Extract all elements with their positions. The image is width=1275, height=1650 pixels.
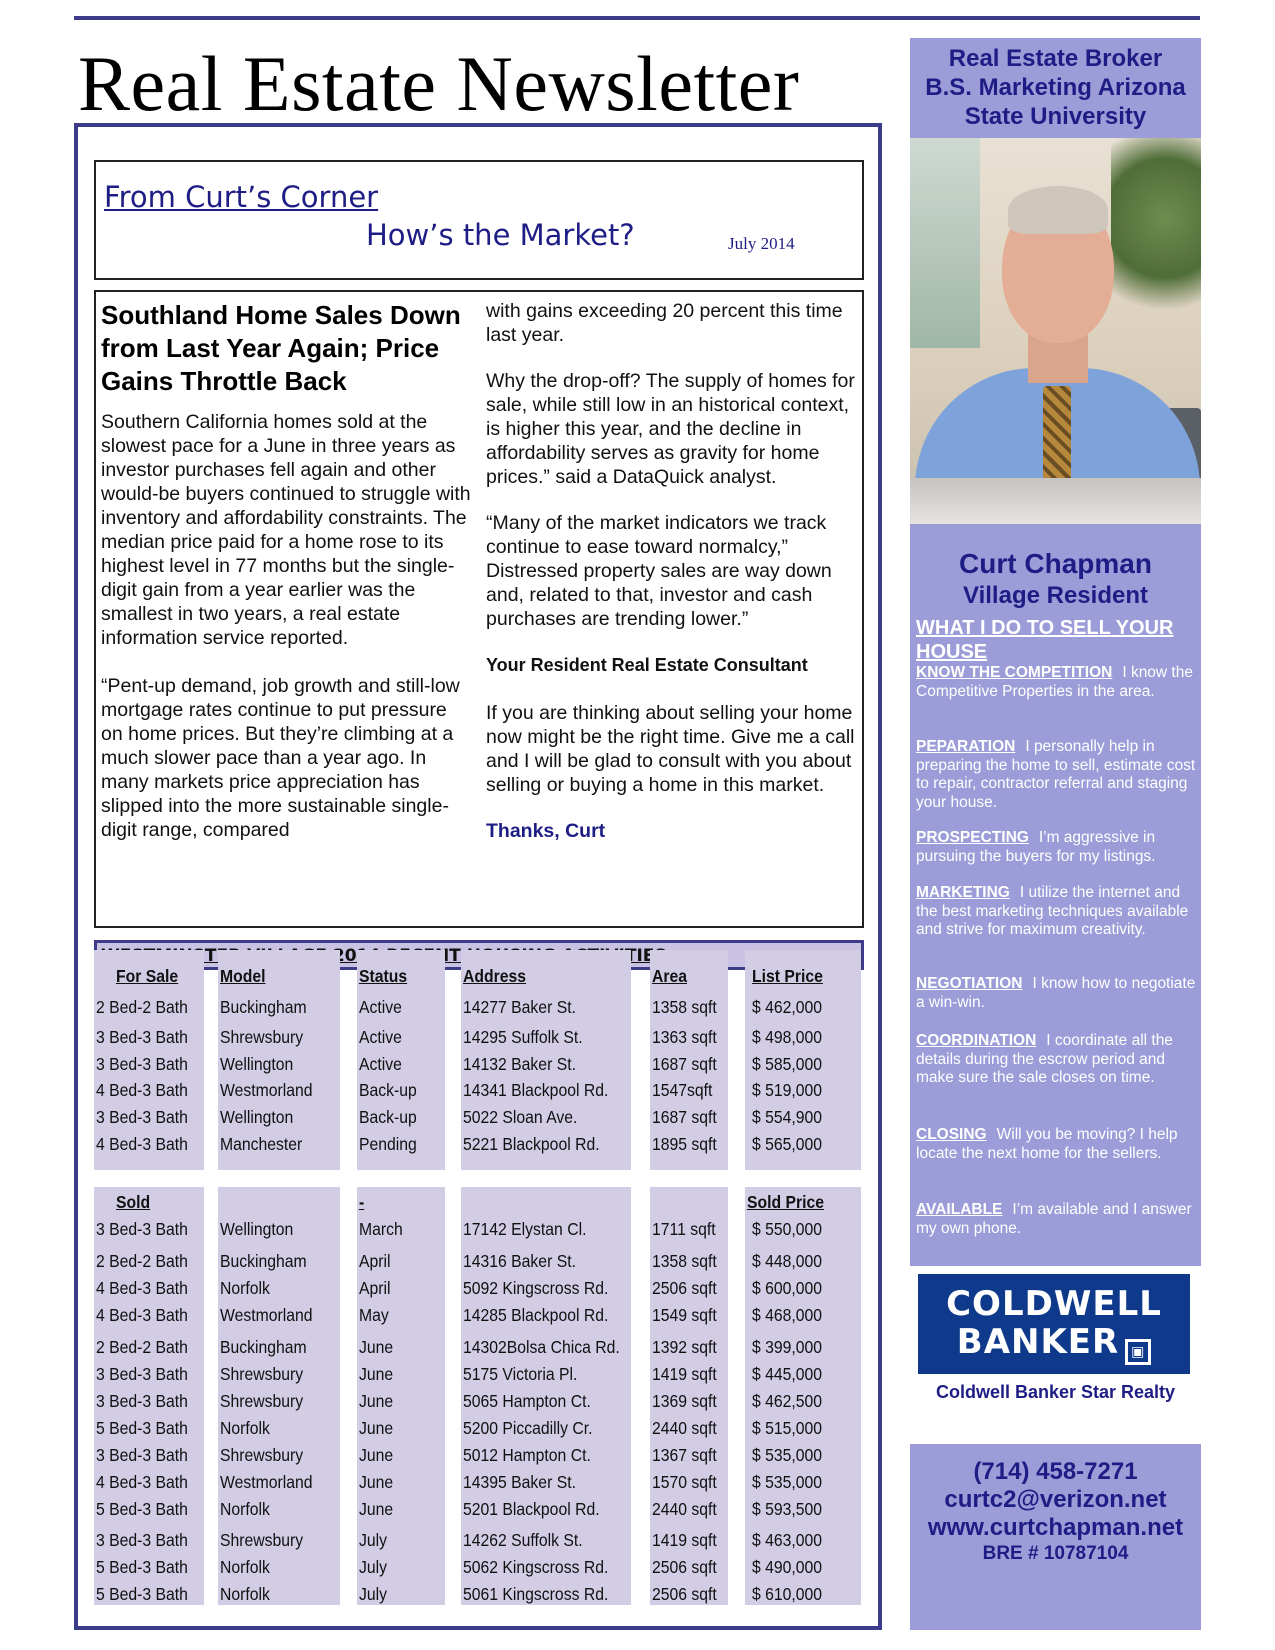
sold-cell-beds: 5 Bed-3 Bath bbox=[96, 1584, 188, 1604]
phone[interactable]: (714) 458-7271 bbox=[973, 1458, 1138, 1485]
sold-cell-model: Norfolk bbox=[220, 1557, 270, 1577]
sold-cell-area: 1711 sqft bbox=[652, 1219, 716, 1239]
sold-cell-status: June bbox=[359, 1445, 394, 1465]
service-text: I know the Competitive Properties in the area. bbox=[916, 664, 1193, 700]
sold-cell-area: 2506 sqft bbox=[652, 1584, 717, 1604]
sold-cell-model: Norfolk bbox=[220, 1278, 270, 1298]
sold-cell-status: June bbox=[359, 1472, 394, 1492]
service-key: NEGOTIATION bbox=[916, 975, 1023, 992]
service-text: I coordinate all the details during the escrow period and make sure the sale closes on time. bbox=[916, 1032, 1173, 1086]
article-paragraph: Southern California homes sold at the slowest pace for a June in three years as investor purchases fell again and other would-be buyers continued to struggle with inventory and affordability constraints. The median price paid for a home rose to its highest level in 77 months but the single-digit gain from a year earlier was the smallest in two years, a real estate information service reported. bbox=[101, 411, 471, 649]
for-sale-cell-model: Westmorland bbox=[220, 1080, 313, 1100]
for-sale-header-price: List Price bbox=[752, 966, 823, 986]
photo-hair bbox=[1008, 186, 1108, 234]
service-item bbox=[916, 1201, 1196, 1238]
agent-resident: Village Resident bbox=[963, 582, 1148, 609]
corner-box bbox=[94, 160, 864, 280]
sold-cell-area: 1419 sqft bbox=[652, 1364, 717, 1384]
sold-cell-price: $ 462,500 bbox=[752, 1391, 823, 1411]
sold-cell-price: $ 515,000 bbox=[752, 1418, 823, 1438]
agent-name: Curt Chapman bbox=[959, 548, 1152, 579]
for-sale-cell-status: Back-up bbox=[359, 1080, 417, 1100]
article-paragraph: Why the drop-off? The supply of homes for sale, while still low in an historical context, is higher this year, and the decline in affordability serves as gravity for home prices.” said a DataQuick analyst. bbox=[486, 370, 855, 488]
sold-cell-area: 1392 sqft bbox=[652, 1337, 717, 1357]
service-item bbox=[916, 664, 1196, 701]
service-text: I utilize the internet and the best marketing techniques available and strive for maximum creativity. bbox=[916, 884, 1189, 938]
for-sale-cell-beds: 2 Bed-2 Bath bbox=[96, 997, 188, 1017]
sold-cell-beds: 5 Bed-3 Bath bbox=[96, 1557, 188, 1577]
sold-cell-address: 5062 Kingscross Rd. bbox=[463, 1557, 609, 1577]
sold-cell-area: 1367 sqft bbox=[652, 1445, 717, 1465]
service-key: KNOW THE COMPETITION bbox=[916, 664, 1113, 681]
for-sale-cell-model: Wellington bbox=[220, 1054, 294, 1074]
service-key: CLOSING bbox=[916, 1126, 987, 1143]
for-sale-cell-price: $ 498,000 bbox=[752, 1027, 823, 1047]
sold-cell-area: 2440 sqft bbox=[652, 1418, 717, 1438]
brokerage-logo-area bbox=[910, 1266, 1201, 1444]
service-key: AVAILABLE bbox=[916, 1201, 1003, 1218]
sold-cell-model: Norfolk bbox=[220, 1499, 270, 1519]
sold-cell-beds: 3 Bed-3 Bath bbox=[96, 1364, 188, 1384]
signoff: Thanks, Curt bbox=[486, 820, 606, 842]
sold-cell-model: Westmorland bbox=[220, 1305, 313, 1325]
sold-cell-status: April bbox=[359, 1251, 391, 1271]
sold-header-beds: Sold bbox=[116, 1192, 151, 1212]
sold-cell-model: Norfolk bbox=[220, 1584, 270, 1604]
sold-cell-price: $ 490,000 bbox=[752, 1557, 823, 1577]
for-sale-cell-area: 1363 sqft bbox=[652, 1027, 717, 1047]
article-column-left bbox=[101, 299, 471, 866]
sold-cell-address: 5201 Blackpool Rd. bbox=[463, 1499, 600, 1519]
sold-cell-address: 5065 Hampton Ct. bbox=[463, 1391, 591, 1411]
sold-header-price: Sold Price bbox=[747, 1192, 825, 1212]
sold-cell-price: $ 445,000 bbox=[752, 1364, 823, 1384]
sold-cell-model: Westmorland bbox=[220, 1472, 313, 1492]
service-key: PEPARATION bbox=[916, 738, 1016, 755]
article-paragraph: “Pent-up demand, job growth and still-low mortgage rates continue to put pressure on home prices. But they’re climbing at a much slower pace than a year ago. In many markets price appreciation has slipped into the more sustainable single-digit range, compared bbox=[101, 675, 460, 841]
sold-cell-beds: 3 Bed-3 Bath bbox=[96, 1391, 188, 1411]
sold-cell-status: July bbox=[359, 1584, 388, 1604]
sold-cell-beds: 5 Bed-3 Bath bbox=[96, 1499, 188, 1519]
for-sale-header-model: Model bbox=[220, 966, 266, 986]
sold-cell-status: March bbox=[359, 1219, 403, 1239]
services-heading: WHAT I DO TO SELL YOUR HOUSE bbox=[916, 617, 1174, 663]
sold-cell-address: 14395 Baker St. bbox=[463, 1472, 576, 1492]
for-sale-cell-price: $ 585,000 bbox=[752, 1054, 823, 1074]
sold-cell-beds: 4 Bed-3 Bath bbox=[96, 1278, 188, 1298]
service-text: I personally help in preparing the home to sell, estimate cost to repair, contractor referral and staging your house. bbox=[916, 738, 1196, 811]
sold-cell-model: Wellington bbox=[220, 1219, 294, 1239]
for-sale-cell-beds: 4 Bed-3 Bath bbox=[96, 1080, 188, 1100]
service-text: Will you be moving? I help locate the next home for the sellers. bbox=[916, 1126, 1178, 1162]
issue-date: July 2014 bbox=[728, 234, 795, 253]
sold-cell-area: 1419 sqft bbox=[652, 1530, 717, 1550]
for-sale-cell-model: Buckingham bbox=[220, 997, 307, 1017]
for-sale-cell-price: $ 462,000 bbox=[752, 997, 823, 1017]
sold-cell-model: Shrewsbury bbox=[220, 1364, 304, 1384]
for-sale-cell-status: Back-up bbox=[359, 1107, 417, 1127]
for-sale-header-address: Address bbox=[463, 966, 527, 986]
sold-cell-status: June bbox=[359, 1391, 394, 1411]
for-sale-cell-status: Active bbox=[359, 1054, 402, 1074]
sold-cell-beds: 3 Bed-3 Bath bbox=[96, 1445, 188, 1465]
for-sale-header-beds: For Sale bbox=[116, 966, 179, 986]
sold-cell-price: $ 593,500 bbox=[752, 1499, 823, 1519]
service-text: I’m available and I answer my own phone. bbox=[916, 1201, 1192, 1237]
photo-plant bbox=[1111, 138, 1201, 338]
photo-window bbox=[910, 138, 980, 348]
sold-cell-area: 1369 sqft bbox=[652, 1391, 717, 1411]
logo-mark-icon: ▣ bbox=[1125, 1339, 1151, 1365]
article-paragraph: with gains exceeding 20 percent this time last year. bbox=[486, 300, 843, 346]
for-sale-cell-area: 1547sqft bbox=[652, 1080, 713, 1100]
for-sale-cell-beds: 3 Bed-3 Bath bbox=[96, 1107, 188, 1127]
sold-cell-price: $ 468,000 bbox=[752, 1305, 823, 1325]
for-sale-cell-area: 1687 sqft bbox=[652, 1107, 717, 1127]
for-sale-cell-price: $ 554,900 bbox=[752, 1107, 823, 1127]
credentials bbox=[910, 38, 1201, 138]
service-item bbox=[916, 975, 1196, 1012]
sold-cell-status: June bbox=[359, 1364, 394, 1384]
sold-cell-area: 2506 sqft bbox=[652, 1278, 717, 1298]
consultant-title: Your Resident Real Estate Consultant bbox=[486, 655, 808, 675]
for-sale-cell-beds: 4 Bed-3 Bath bbox=[96, 1134, 188, 1154]
for-sale-cell-address: 14277 Baker St. bbox=[463, 997, 576, 1017]
sold-cell-price: $ 448,000 bbox=[752, 1251, 823, 1271]
for-sale-cell-address: 14341 Blackpool Rd. bbox=[463, 1080, 609, 1100]
sold-cell-beds: 2 Bed-2 Bath bbox=[96, 1337, 188, 1357]
logo-line-2: BANKER ▣ bbox=[918, 1322, 1190, 1365]
corner-subtitle: How’s the Market? bbox=[366, 218, 635, 252]
sold-cell-model: Shrewsbury bbox=[220, 1530, 304, 1550]
sold-cell-beds: 2 Bed-2 Bath bbox=[96, 1251, 188, 1271]
for-sale-cell-area: 1687 sqft bbox=[652, 1054, 717, 1074]
for-sale-cell-area: 1895 sqft bbox=[652, 1134, 717, 1154]
top-rule bbox=[74, 16, 1200, 20]
service-key: COORDINATION bbox=[916, 1032, 1037, 1049]
sold-cell-status: July bbox=[359, 1557, 388, 1577]
service-text: I know how to negotiate a win-win. bbox=[916, 975, 1196, 1011]
coldwell-banker-logo bbox=[918, 1274, 1190, 1374]
photo-desk bbox=[910, 478, 1201, 524]
for-sale-header-status: Status bbox=[359, 966, 408, 986]
sold-cell-status: June bbox=[359, 1337, 394, 1357]
sold-cell-status: June bbox=[359, 1499, 394, 1519]
logo-line-1: COLDWELL bbox=[946, 1284, 1162, 1324]
sold-cell-beds: 4 Bed-3 Bath bbox=[96, 1472, 188, 1492]
for-sale-header-area: Area bbox=[652, 966, 688, 986]
sold-cell-price: $ 600,000 bbox=[752, 1278, 823, 1298]
sold-cell-price: $ 610,000 bbox=[752, 1584, 823, 1604]
article-column-right bbox=[486, 299, 858, 843]
sold-cell-model: Norfolk bbox=[220, 1418, 270, 1438]
sold-cell-model: Shrewsbury bbox=[220, 1445, 304, 1465]
sold-cell-address: 14285 Blackpool Rd. bbox=[463, 1305, 609, 1325]
sold-header-status: - bbox=[359, 1192, 365, 1212]
license-number: BRE # 10787104 bbox=[982, 1543, 1129, 1564]
sold-cell-beds: 3 Bed-3 Bath bbox=[96, 1219, 188, 1239]
sold-cell-beds: 5 Bed-3 Bath bbox=[96, 1418, 188, 1438]
sold-cell-address: 5061 Kingscross Rd. bbox=[463, 1584, 609, 1604]
for-sale-cell-price: $ 519,000 bbox=[752, 1080, 823, 1100]
for-sale-cell-status: Pending bbox=[359, 1134, 417, 1154]
service-item bbox=[916, 884, 1196, 940]
for-sale-cell-address: 14295 Suffolk St. bbox=[463, 1027, 583, 1047]
sold-cell-beds: 3 Bed-3 Bath bbox=[96, 1530, 188, 1550]
for-sale-cell-address: 5221 Blackpool Rd. bbox=[463, 1134, 600, 1154]
brokerage-name: Coldwell Banker Star Realty bbox=[935, 1382, 1176, 1402]
newsletter-title: Real Estate Newsletter bbox=[78, 40, 800, 127]
sold-cell-area: 2440 sqft bbox=[652, 1499, 717, 1519]
for-sale-cell-beds: 3 Bed-3 Bath bbox=[96, 1027, 188, 1047]
service-text: I’m aggressive in pursuing the buyers for my listings. bbox=[916, 829, 1156, 865]
sold-cell-area: 1358 sqft bbox=[652, 1251, 717, 1271]
sold-cell-address: 14302Bolsa Chica Rd. bbox=[463, 1337, 620, 1357]
contact-info bbox=[910, 1458, 1201, 1566]
sold-cell-price: $ 463,000 bbox=[752, 1530, 823, 1550]
sidebar bbox=[910, 38, 1201, 1630]
sold-cell-model: Shrewsbury bbox=[220, 1391, 304, 1411]
for-sale-cell-status: Active bbox=[359, 1027, 402, 1047]
service-item bbox=[916, 829, 1196, 866]
agent-photo bbox=[910, 138, 1201, 524]
for-sale-cell-model: Wellington bbox=[220, 1107, 294, 1127]
sold-cell-address: 17142 Elystan Cl. bbox=[463, 1219, 587, 1239]
sold-cell-price: $ 550,000 bbox=[752, 1219, 823, 1239]
email-link[interactable]: curtc2@verizon.net bbox=[944, 1486, 1167, 1513]
credential-line: Real Estate Broker bbox=[948, 45, 1163, 72]
sold-cell-status: June bbox=[359, 1418, 394, 1438]
sold-cell-address: 5175 Victoria Pl. bbox=[463, 1364, 578, 1384]
for-sale-cell-area: 1358 sqft bbox=[652, 997, 717, 1017]
sold-cell-area: 2506 sqft bbox=[652, 1557, 717, 1577]
article-headline: Southland Home Sales Down from Last Year Again; Price Gains Throttle Back bbox=[101, 300, 461, 396]
for-sale-cell-model: Shrewsbury bbox=[220, 1027, 304, 1047]
service-item bbox=[916, 738, 1196, 812]
sold-cell-area: 1549 sqft bbox=[652, 1305, 717, 1325]
credential-line: B.S. Marketing Arizona bbox=[925, 74, 1186, 101]
sold-cell-area: 1570 sqft bbox=[652, 1472, 717, 1492]
sold-cell-address: 14316 Baker St. bbox=[463, 1251, 576, 1271]
sold-cell-price: $ 535,000 bbox=[752, 1472, 823, 1492]
sold-cell-model: Buckingham bbox=[220, 1251, 307, 1271]
service-item bbox=[916, 1126, 1196, 1163]
article-paragraph: If you are thinking about selling your home now might be the right time. Give me a call and I will be glad to consult with you about selling or buying a home in this market. bbox=[486, 702, 855, 796]
for-sale-cell-beds: 3 Bed-3 Bath bbox=[96, 1054, 188, 1074]
sold-cell-status: May bbox=[359, 1305, 389, 1325]
for-sale-cell-address: 5022 Sloan Ave. bbox=[463, 1107, 578, 1127]
corner-title: From Curt’s Corner bbox=[104, 180, 379, 214]
sold-cell-status: July bbox=[359, 1530, 388, 1550]
service-key: PROSPECTING bbox=[916, 829, 1029, 846]
sold-cell-model: Buckingham bbox=[220, 1337, 307, 1357]
service-item bbox=[916, 1032, 1196, 1088]
for-sale-cell-model: Manchester bbox=[220, 1134, 303, 1154]
sold-cell-address: 5092 Kingscross Rd. bbox=[463, 1278, 609, 1298]
sold-cell-beds: 4 Bed-3 Bath bbox=[96, 1305, 188, 1325]
sold-cell-address: 5200 Piccadilly Cr. bbox=[463, 1418, 593, 1438]
sold-cell-price: $ 399,000 bbox=[752, 1337, 823, 1357]
sold-cell-address: 5012 Hampton Ct. bbox=[463, 1445, 591, 1465]
for-sale-cell-address: 14132 Baker St. bbox=[463, 1054, 576, 1074]
article bbox=[94, 290, 864, 928]
sold-cell-address: 14262 Suffolk St. bbox=[463, 1530, 583, 1550]
for-sale-cell-price: $ 565,000 bbox=[752, 1134, 823, 1154]
website-link[interactable]: www.curtchapman.net bbox=[927, 1514, 1184, 1541]
article-paragraph: “Many of the market indicators we track continue to ease toward normalcy,” Distressed property sales are way down and, related to that, investor and cash purchases are trending lower.” bbox=[486, 512, 832, 630]
sold-cell-status: April bbox=[359, 1278, 391, 1298]
for-sale-cell-status: Active bbox=[359, 997, 402, 1017]
credential-line: State University bbox=[964, 103, 1147, 130]
sold-cell-price: $ 535,000 bbox=[752, 1445, 823, 1465]
service-key: MARKETING bbox=[916, 884, 1010, 901]
